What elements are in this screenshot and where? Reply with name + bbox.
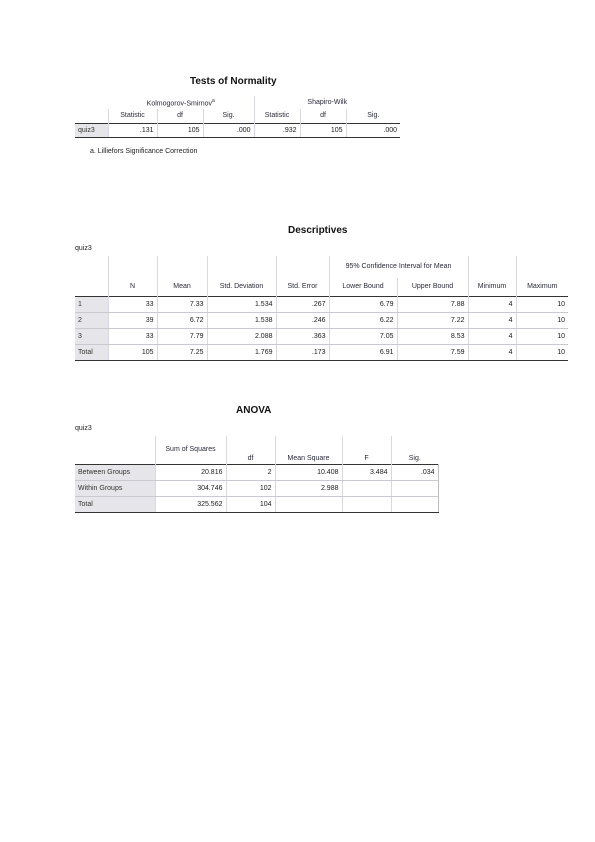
anova-table-block (75, 436, 439, 513)
table-row (75, 312, 568, 328)
table-cell (275, 496, 342, 512)
normality-col-header: Sig. (346, 109, 400, 123)
table-row (75, 496, 438, 512)
descriptives-col-header: Mean (157, 278, 207, 296)
normality-col-header: df (157, 109, 203, 123)
table-cell: 6.79 (329, 296, 397, 312)
anova-col-header: Mean Square (275, 436, 342, 464)
table-cell: 4 (468, 344, 516, 360)
normality-table (75, 96, 400, 138)
row-label: 2 (75, 312, 108, 328)
table-cell: 20.816 (155, 464, 226, 480)
ks-header (108, 96, 254, 109)
anova-title: ANOVA (236, 405, 272, 416)
row-label: Total (75, 344, 108, 360)
anova-col-header: Sig. (391, 436, 438, 464)
table-cell: 1.538 (207, 312, 276, 328)
table-cell: 105 (157, 123, 203, 137)
row-label: quiz3 (75, 123, 108, 137)
table-cell: 10 (516, 312, 568, 328)
sw-header: Shapiro-Wilk (254, 96, 400, 109)
normality-col-header: df (300, 109, 346, 123)
descriptives-col-header: Maximum (516, 278, 568, 296)
table-cell: 7.33 (157, 296, 207, 312)
table-cell: 1.769 (207, 344, 276, 360)
empty-header (468, 256, 516, 278)
table-cell (391, 480, 438, 496)
table-row (75, 344, 568, 360)
table-cell: 104 (226, 496, 275, 512)
table-row (75, 328, 568, 344)
descriptives-col-header: Minimum (468, 278, 516, 296)
row-label: 3 (75, 328, 108, 344)
normality-corner-2 (75, 109, 108, 123)
ks-footnote-mark: a (212, 97, 215, 104)
table-cell: .363 (276, 328, 329, 344)
table-cell: 3.484 (342, 464, 391, 480)
descriptives-title: Descriptives (288, 225, 348, 236)
row-label: Between Groups (75, 464, 155, 480)
table-cell: 2.988 (275, 480, 342, 496)
table-cell: 6.22 (329, 312, 397, 328)
table-cell: 7.59 (397, 344, 468, 360)
table-row (75, 296, 568, 312)
table-cell: 10 (516, 328, 568, 344)
table-row (75, 464, 438, 480)
anova-col-header: Sum of Squares (155, 436, 226, 464)
table-row (75, 123, 400, 137)
table-cell: 1.534 (207, 296, 276, 312)
normality-table-block (75, 96, 400, 138)
table-cell: 4 (468, 312, 516, 328)
descriptives-col-header: N (108, 278, 157, 296)
table-cell (391, 496, 438, 512)
table-cell: .173 (276, 344, 329, 360)
row-label: 1 (75, 296, 108, 312)
table-cell: 4 (468, 328, 516, 344)
table-cell: .131 (108, 123, 157, 137)
table-cell: .267 (276, 296, 329, 312)
table-cell: 6.91 (329, 344, 397, 360)
table-cell: 33 (108, 328, 157, 344)
table-cell: 7.79 (157, 328, 207, 344)
anova-col-header: df (226, 436, 275, 464)
anova-corner (75, 436, 155, 464)
table-cell: 7.25 (157, 344, 207, 360)
descriptives-col-header: Lower Bound (329, 278, 397, 296)
table-cell: 102 (226, 480, 275, 496)
empty-header (207, 256, 276, 278)
empty-header (276, 256, 329, 278)
table-cell: 10.408 (275, 464, 342, 480)
descriptives-col-header: Std. Deviation (207, 278, 276, 296)
descriptives-variable: quiz3 (75, 245, 92, 252)
empty-header (108, 256, 157, 278)
empty-header (516, 256, 568, 278)
normality-title: Tests of Normality (190, 76, 277, 87)
descriptives-corner-2 (75, 278, 108, 296)
row-label: Total (75, 496, 155, 512)
row-label: Within Groups (75, 480, 155, 496)
normality-col-header: Sig. (203, 109, 254, 123)
table-cell: 2.088 (207, 328, 276, 344)
descriptives-table (75, 256, 568, 361)
table-cell: 7.88 (397, 296, 468, 312)
ks-label: Kolmogorov-Smirnov (146, 100, 213, 108)
table-cell: .000 (203, 123, 254, 137)
normality-col-header: Statistic (254, 109, 300, 123)
table-cell: .246 (276, 312, 329, 328)
table-cell: 4 (468, 296, 516, 312)
table-cell (342, 496, 391, 512)
table-cell: 304.746 (155, 480, 226, 496)
table-cell: 7.05 (329, 328, 397, 344)
table-row (75, 480, 438, 496)
normality-corner (75, 96, 108, 109)
anova-col-header: F (342, 436, 391, 464)
normality-footnote: a. Lilliefors Significance Correction (90, 148, 198, 155)
empty-header (157, 256, 207, 278)
normality-col-header: Statistic (108, 109, 157, 123)
descriptives-table-block (75, 256, 568, 361)
descriptives-col-header: Upper Bound (397, 278, 468, 296)
table-cell: 10 (516, 296, 568, 312)
anova-table (75, 436, 439, 513)
ci-header: 95% Confidence Interval for Mean (329, 256, 468, 278)
table-cell: 105 (300, 123, 346, 137)
table-cell: 325.562 (155, 496, 226, 512)
table-cell: 8.53 (397, 328, 468, 344)
table-cell: 6.72 (157, 312, 207, 328)
table-cell: .000 (346, 123, 400, 137)
descriptives-col-header: Std. Error (276, 278, 329, 296)
anova-variable: quiz3 (75, 425, 92, 432)
table-cell: 39 (108, 312, 157, 328)
table-cell: 105 (108, 344, 157, 360)
table-cell: .034 (391, 464, 438, 480)
table-cell (342, 480, 391, 496)
table-cell: .932 (254, 123, 300, 137)
table-cell: 7.22 (397, 312, 468, 328)
descriptives-corner (75, 256, 108, 278)
table-cell: 10 (516, 344, 568, 360)
table-cell: 2 (226, 464, 275, 480)
table-cell: 33 (108, 296, 157, 312)
